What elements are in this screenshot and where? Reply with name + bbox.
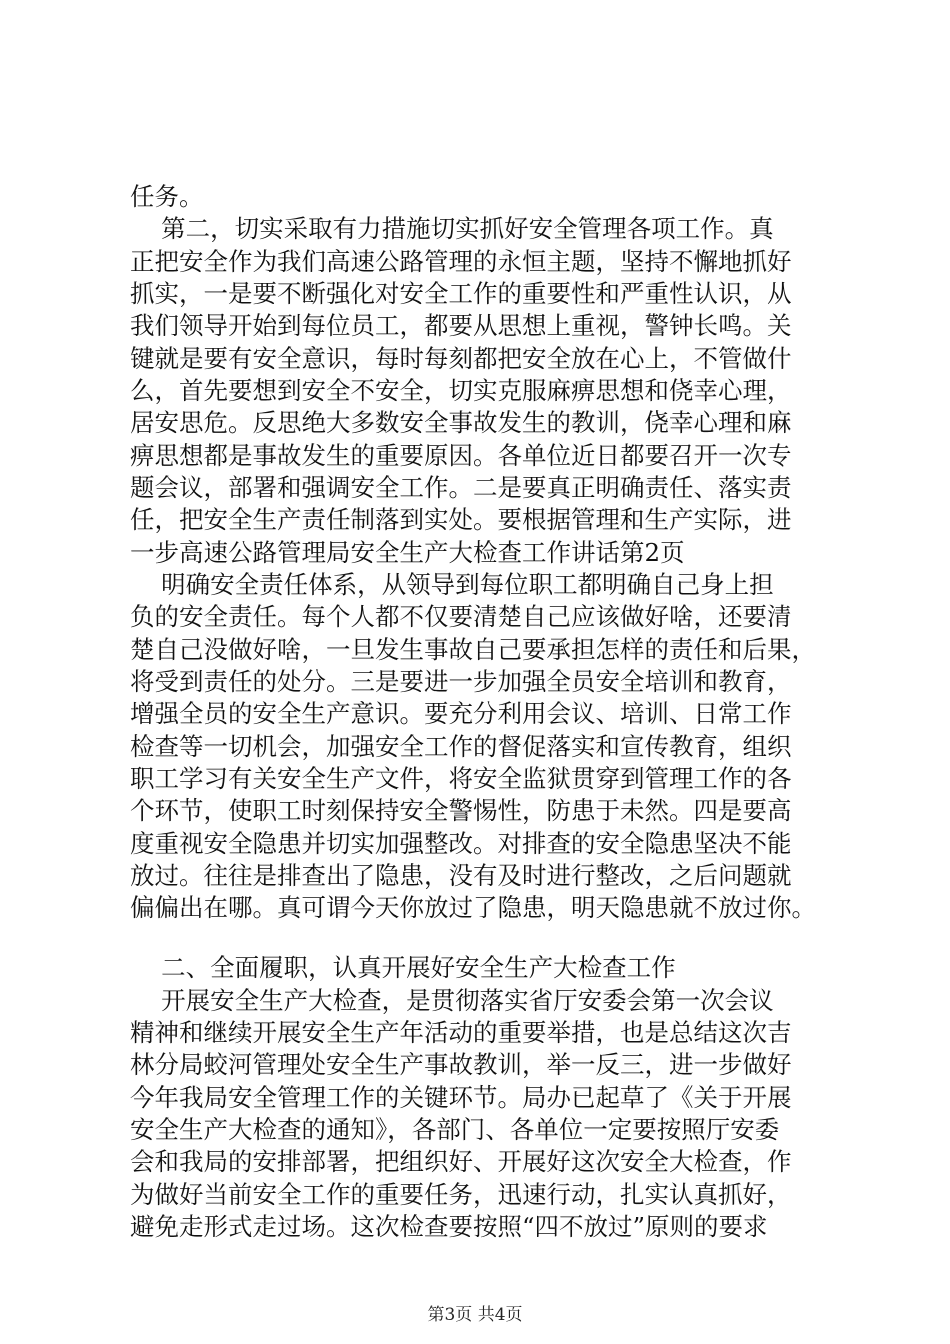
text-line: 为做好当前安全工作的重要任务，迅速行动，扎实认真抓好， xyxy=(130,1180,792,1209)
text-line: 今年我局安全管理工作的关键环节。局办已起草了《关于开展 xyxy=(130,1083,792,1112)
text-line: 负的安全责任。每个人都不仅要清楚自己应该做好啥，还要清 xyxy=(130,602,792,631)
text-line: 明确安全责任体系，从领导到每位职工都明确自己身上担 xyxy=(130,570,774,599)
text-line: 居安思危。反思绝大多数安全事故发生的教训，侥幸心理和麻 xyxy=(130,408,792,437)
section-heading: 二、全面履职，认真开展好安全生产大检查工作 xyxy=(130,953,676,982)
text-line: 职工学习有关安全生产文件，将安全监狱贯穿到管理工作的各 xyxy=(130,764,792,793)
text-line: 键就是要有安全意识，每时每刻都把安全放在心上，不管做什 xyxy=(130,344,792,373)
text-line: 一步高速公路管理局安全生产大检查工作讲话第2页 xyxy=(130,538,685,567)
text-line: 开展安全生产大检查，是贯彻落实省厅安委会第一次会议 xyxy=(130,986,774,1015)
text-line: 个环节，使职工时刻保持安全警惕性，防患于未然。四是要高 xyxy=(130,796,792,825)
text-line: 么，首先要想到安全不安全，切实克服麻痹思想和侥幸心理， xyxy=(130,376,792,405)
text-line: 度重视安全隐患并切实加强整改。对排查的安全隐患坚决不能 xyxy=(130,829,792,858)
text-line: 痹思想都是事故发生的重要原因。各单位近日都要召开一次专 xyxy=(130,441,792,470)
text-line: 将受到责任的处分。三是要进一步加强全员安全培训和教育， xyxy=(130,667,792,696)
text-line: 正把安全作为我们高速公路管理的永恒主题，坚持不懈地抓好 xyxy=(130,247,792,276)
text-line: 增强全员的安全生产意识。要充分利用会议、培训、日常工作 xyxy=(130,699,792,728)
text-line: 任，把安全生产责任制落到实处。要根据管理和生产实际，进 xyxy=(130,505,792,534)
text-line: 检查等一切机会，加强安全工作的督促落实和宣传教育，组织 xyxy=(130,732,792,761)
text-line: 任务。 xyxy=(130,182,204,211)
text-line: 放过。往往是排查出了隐患，没有及时进行整改，之后问题就 xyxy=(130,861,792,890)
page-footer: 第3页 共4页 xyxy=(427,1305,523,1325)
text-line: 抓实，一是要不断强化对安全工作的重要性和严重性认识，从 xyxy=(130,279,792,308)
text-line: 第二，切实采取有力措施切实抓好安全管理各项工作。真 xyxy=(130,214,774,243)
text-line: 偏偏出在哪。真可谓今天你放过了隐患，明天隐患就不放过你。 xyxy=(130,893,816,922)
text-line: 林分局蛟河管理处安全生产事故教训，举一反三，进一步做好 xyxy=(130,1050,792,1079)
text-line: 题会议，部署和强调安全工作。二是要真正明确责任、落实责 xyxy=(130,473,792,502)
text-line: 会和我局的安排部署，把组织好、开展好这次安全大检查，作 xyxy=(130,1147,792,1176)
text-line: 我们领导开始到每位员工，都要从思想上重视，警钟长鸣。关 xyxy=(130,311,792,340)
text-line: 楚自己没做好啥，一旦发生事故自己要承担怎样的责任和后果， xyxy=(130,635,816,664)
text-line: 安全生产大检查的通知》，各部门、各单位一定要按照厅安委 xyxy=(130,1115,780,1144)
text-line: 避免走形式走过场。这次检查要按照“四不放过”原则的要求 xyxy=(130,1212,768,1241)
text-line: 精神和继续开展安全生产年活动的重要举措，也是总结这次吉 xyxy=(130,1018,792,1047)
